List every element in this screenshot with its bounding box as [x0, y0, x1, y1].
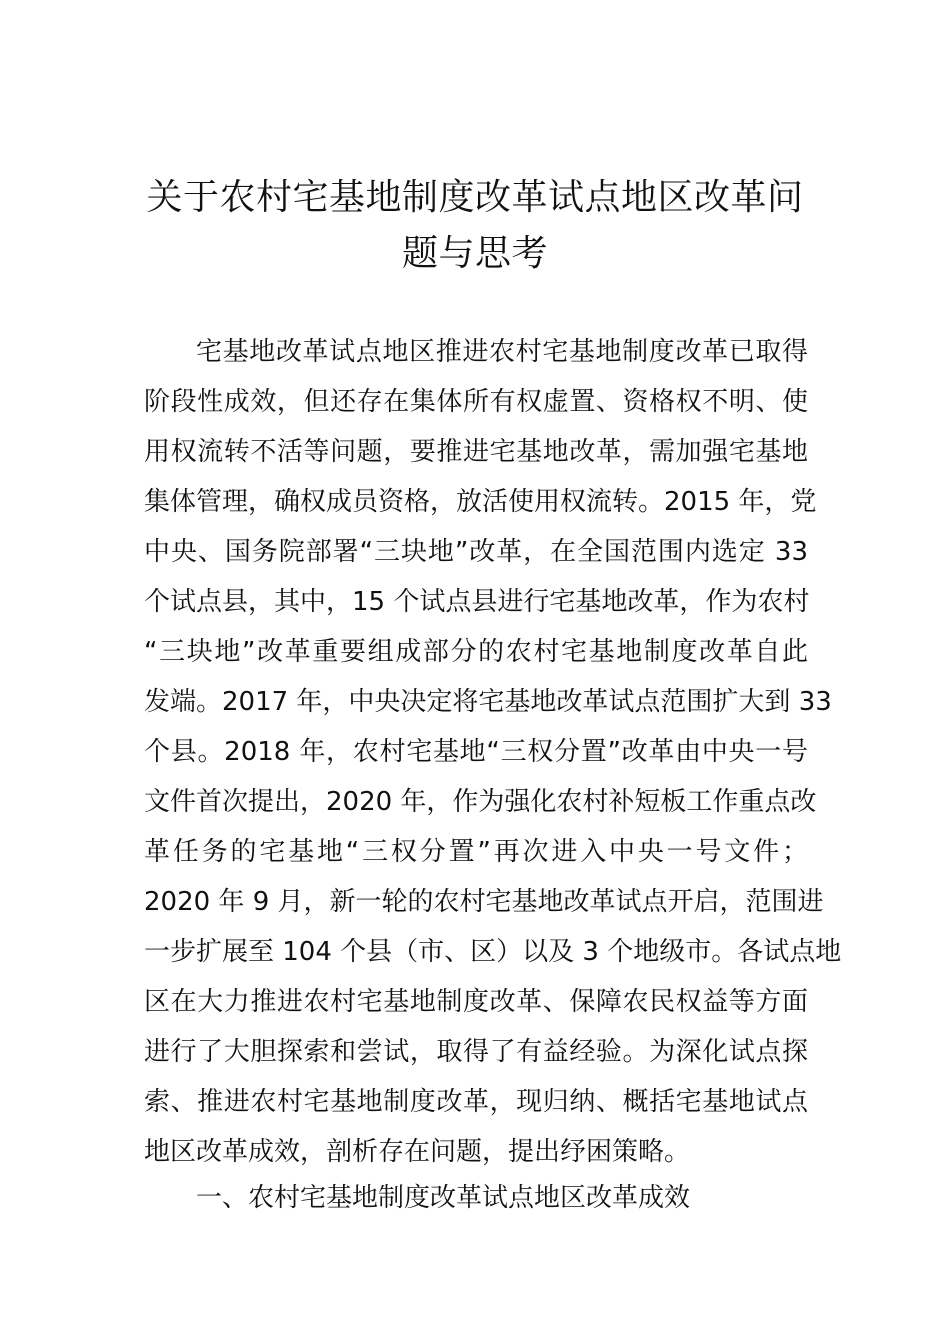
- paragraph-line: 阶段性成效，但还存在集体所有权虚置、资格权不明、使: [144, 387, 808, 417]
- paragraph-line: 发端。2017 年，中央决定将宅基地改革试点范围扩大到 33: [144, 687, 832, 717]
- paragraph-line: 区在大力推进农村宅基地制度改革、保障农民权益等方面: [144, 987, 808, 1017]
- title-line: 关于农村宅基地制度改革试点地区改革问: [146, 177, 804, 218]
- paragraph-line: 个县。2018 年，农村宅基地“三权分置”改革由中央一号: [144, 737, 808, 767]
- paragraph-line: 革任务的宅基地“三权分置”再次进入中央一号文件；: [144, 837, 808, 867]
- intro-paragraph: [144, 327, 842, 1177]
- section-heading: 一、农村宅基地制度改革试点地区改革成效: [196, 1183, 691, 1213]
- paragraph-line: 中央、国务院部署“三块地”改革，在全国范围内选定 33: [144, 537, 808, 567]
- document-title: [140, 170, 810, 282]
- paragraph-line: 一步扩展至 104 个县（市、区）以及 3 个地级市。各试点地: [144, 937, 842, 967]
- paragraph-line: 地区改革成效，剖析存在问题，提出纾困策略。: [144, 1137, 691, 1167]
- paragraph-line: 2020 年 9 月，新一轮的农村宅基地改革试点开启，范围进: [144, 887, 824, 917]
- paragraph-line: 个试点县，其中，15 个试点县进行宅基地改革，作为农村: [144, 587, 810, 617]
- paragraph-line: 索、推进农村宅基地制度改革，现归纳、概括宅基地试点: [144, 1087, 808, 1117]
- paragraph-line: 用权流转不活等问题，要推进宅基地改革，需加强宅基地: [144, 437, 808, 467]
- paragraph-line: “三块地”改革重要组成部分的农村宅基地制度改革自此: [144, 637, 808, 667]
- title-line: 题与思考: [401, 233, 548, 274]
- paragraph-line: 集体管理，确权成员资格，放活使用权流转。2015 年，党: [144, 487, 817, 517]
- paragraph-line: 宅基地改革试点地区推进农村宅基地制度改革已取得: [196, 337, 808, 367]
- paragraph-line: 进行了大胆探索和尝试，取得了有益经验。为深化试点探: [144, 1037, 808, 1067]
- paragraph-line: 文件首次提出，2020 年，作为强化农村补短板工作重点改: [144, 787, 817, 817]
